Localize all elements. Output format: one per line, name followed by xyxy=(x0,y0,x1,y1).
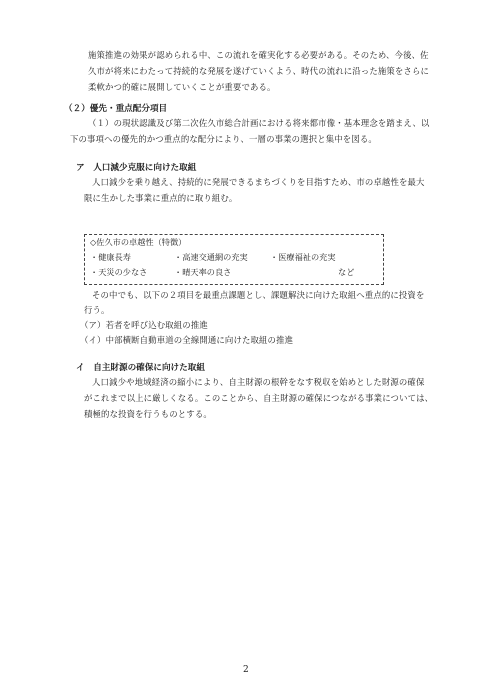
page-number: 2 xyxy=(243,665,249,675)
section-2-heading: （２）優先・重点配分項目 xyxy=(64,104,168,114)
item-i-line-1: 人口減少や地域経済の縮小により、自主財源の根幹をなす税収を始めとした財源の確保 xyxy=(92,377,425,387)
sub-item-i: （イ）中部横断自動車道の全線開通に向けた取組の推進 xyxy=(80,335,294,345)
strength-sunny-days: ・晴天率の良さ xyxy=(174,267,232,277)
intro-line-1: 施策推進の効果が認められる中、この流れを確実化する必要がある。そのため、今後、佐 xyxy=(88,50,429,60)
intro-line-2: 久市が将来にわたって持続的な発展を遂げていくよう、時代の流れに沿った施策をさらに xyxy=(88,66,429,76)
strength-few-disasters: ・天災の少なさ xyxy=(90,267,148,277)
strength-transport-network: ・高速交通網の充実 xyxy=(174,252,248,262)
intro-line-3: 柔軟かつ的確に展開していくことが重要である。 xyxy=(88,82,276,92)
strength-medical-welfare: ・医療福祉の充実 xyxy=(270,252,336,262)
strengths-box-title: ◇佐久市の卓越性（特徴） xyxy=(90,237,187,247)
strength-health-longevity: ・健康長寿 xyxy=(90,252,131,262)
section-2-line-1: （１）の現状認識及び第二次佐久市総合計画における将来都市像・基本理念を踏まえ、以 xyxy=(88,118,430,128)
item-a-after-line-1: その中でも、以下の２項目を最重点課題とし、課題解決に向けた取組へ重点的に投資を xyxy=(92,290,425,300)
sub-item-a: （ア）若者を呼び込む取組の推進 xyxy=(80,320,208,330)
item-i-heading: イ 自主財源の確保に向けた取組 xyxy=(76,363,205,373)
item-i-line-3: 積極的な投資を行うものとする。 xyxy=(84,409,212,419)
section-2-line-2: 下の事項への優先的かつ重点的な配分により、一層の事業の選択と集中を図る。 xyxy=(70,134,377,144)
item-a-heading: ア 人口減少克服に向けた取組 xyxy=(76,163,197,173)
item-a-after-line-2: 行う。 xyxy=(84,305,110,315)
item-a-line-1: 人口減少を乗り越え、持続的に発展できるまちづくりを目指すため、市の卓越性を最大 xyxy=(92,177,425,187)
strengths-etc: など xyxy=(338,267,355,277)
item-i-line-2: がこれまで以上に厳しくなる。このことから、自主財源の確保につながる事業については、 xyxy=(84,393,434,403)
item-a-line-2: 限に生かした事業に重点的に取り組む。 xyxy=(84,193,238,203)
